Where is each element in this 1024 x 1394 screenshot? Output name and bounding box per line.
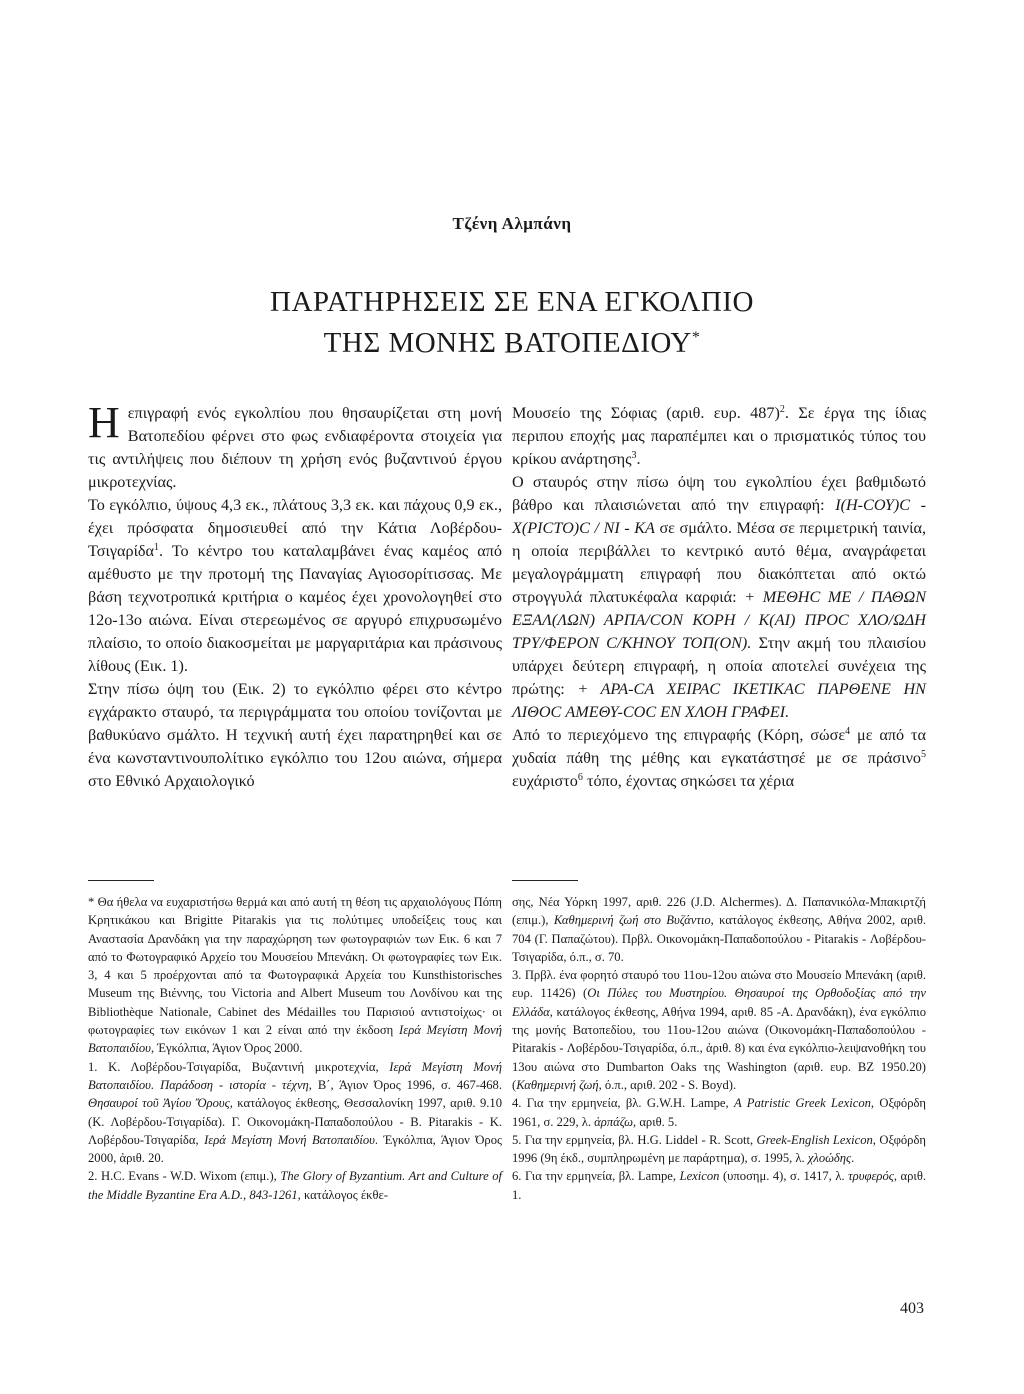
footnote-6-b: (υποσημ. 4), σ. 1417, λ. [719, 1169, 849, 1184]
footnote-ref-4: 4 [845, 726, 851, 737]
footnote-1-italic-3: Ιερά Μεγίστη Μονή Βατοπαιδίου [204, 1132, 375, 1147]
footnote-star-text: * Θα ήθελα να ευχαριστήσω θερμά και από αυτή τη θέση τις αρχαιολόγους Πόπη Κρητικάκου και Brigitte Pitarakis για τις πολύτιμες υποδείξεις τους και Αναστασία Δρανδάκη για την παραχώρηση των φωτογραφιών των Εικ. 6 και 7 από το Φωτογραφικό Αρχείο του Μουσείου Μπενάκη. Οι φωτογραφίες των Εικ. 3, 4 και 5 προέρχονται από τα Φωτογραφικά Αρχεία του Kunsthistorisches Museum της Βιέννης, του Victoria and Albert Museum του Λονδίνου και της Bibliothèque Nationale, Cabinet des Médailles του Παρισιού αντιστοίχως· οι φωτογραφίες των εικόνων 1 και 2 είναι από την έκδοση [88, 895, 502, 1038]
footnote-star [88, 893, 502, 1058]
footnote-1-d: . Έγκόλπια, Άγιον Όρος 2000, ἀριθ. 20. [88, 1132, 502, 1166]
paragraph-1-text: επιγραφή ενός εγκολπίου που θησαυρίζεται στη μονή Βατοπεδίου φέρνει στο φως ενδιαφέροντα στοιχεία για τις αντιλήψεις που διέπουν τη χρήση ενός βυζαντινού έργου μικροτεχνίας. [88, 404, 502, 491]
drop-cap: Η [88, 398, 120, 447]
footnote-ref-5: 5 [921, 749, 926, 760]
title-line-2-text: ΤΗΣ ΜΟΝΗΣ ΒΑΤΟΠΕΔΙΟΥ [323, 327, 692, 359]
footnote-5-b: , Οξφόρδη 1996 (9η έκδ., συμπληρωμένη με παράρτημα), σ. 1995, λ. [512, 1132, 926, 1166]
inscription-1: Ι(Η-CΟΥ)C - Χ(ΡΙCΤΟ)C / ΝΙ - ΚΑ [512, 496, 926, 537]
inscription-3: + ΑΡΑ-CΑ ΧΕΙΡΑC ΙΚΕΤΙΚΑC ΠΑΡΘΕΝΕ ΗΝ ΛΙΘΟC ΑΜΕΘΥ-COC ΕΝ ΧΛΟΗ ΓΡΑΦΕΙ. [512, 680, 926, 721]
footnote-2-cont-a: σης, Νέα Υόρκη 1997, αριθ. 226 (J.D. Alchermes). Δ. Παπανικόλα-Μπακιρτζή (επιμ.), [512, 895, 926, 928]
footnote-3-a: 3. Πρβλ. ένα φορητό σταυρό του 11ου-12ου αιώνα στο Μουσείο Μπενάκη (αριθ. ευρ. 11426) ( [512, 968, 926, 1001]
footnote-ref-2: 2 [779, 404, 785, 415]
paragraph-2-text-b: . Το κέντρο του καταλαμβάνει ένας καμέος από αμέθυστο με την προτομή της Παναγίας Αγιοσορίτισσας. Με βάση τεχνοτροπικά κριτήρια ο καμέος έχει χρονολογηθεί στο 12ο-13ο αιώνα. Είναι στερεωμένος σε αργυρό επιχρυσωμένο πλαίσιο, το οποίο διακοσμείται με μαργαριτάρια και πράσινους λίθους (Εικ. 1). [88, 542, 502, 675]
footnote-1-c: , κατάλογος έκθεσης, Θεσσαλονίκη 1997, αριθ. 9.10 (Κ. Λοβέρδου-Τσιγαρίδα). Γ. Οικονομάκη-Παπαδοπούλου - Β. Pitarakis - Κ. Λοβέρδου-Τσιγαρίδα, [88, 1096, 502, 1147]
paragraph-4 [512, 402, 926, 471]
footnote-3-italic-2: Καθημερινή ζωή [516, 1077, 599, 1092]
footnote-5 [512, 1131, 926, 1168]
author-name: Τζένη Αλμπάνη [452, 214, 572, 233]
footnote-star-italic: Ιερά Μεγίστη Μονή Βατοπαιδίου [88, 1023, 502, 1056]
paragraph-4-text-b: . Σε έργα της ίδιας περιπου εποχής μας παραπέμπει και ο πρισματικός τύπος του κρίκου ανάρτησης [512, 404, 926, 468]
footnote-2-cont-italic: Καθημερινή ζωή στο Βυζάντιο [553, 913, 711, 928]
footnote-ref-1: 1 [154, 542, 160, 553]
footnote-1-italic-2: Θησαυροί τοῦ Ἁγίου Ὄρους [88, 1096, 230, 1111]
paragraph-6 [512, 724, 926, 793]
footnote-4-a: 4. Για την ερμηνεία, βλ. G.W.H. Lampe, [512, 1096, 734, 1111]
paragraph-1 [88, 398, 502, 494]
article-title [0, 282, 1024, 364]
paragraph-2-text-a: Το εγκόλπιο, ύψους 4,3 εκ., πλάτους 3,3 εκ. και πάχους 0,9 εκ., έχει πρόσφατα δημοσιευθεί από την Κάτια Λοβέρδου-Τσιγαρίδα [88, 496, 502, 560]
title-line-1: ΠΑΡΑΤΗΡΗΣΕΙΣ ΣΕ ΕΝΑ ΕΓΚΟΛΠΙΟ [270, 286, 754, 318]
paragraph-6-text-b: με από τα χυδαία πάθη της μέθης και εγκατάστησέ με σε πράσινο [512, 726, 927, 767]
footnotes-right [512, 893, 926, 1204]
footnote-1-italic-1: Ιερά Μεγίστη Μονή Βατοπαιδίου. Παράδοση - ιστορία - τέχνη [88, 1059, 502, 1092]
title-footnote-marker: * [691, 329, 701, 346]
footnote-1 [88, 1058, 502, 1168]
paragraph-5 [512, 471, 926, 724]
paragraph-4-text-c: . [636, 450, 641, 468]
paragraph-3: Στην πίσω όψη του (Εικ. 2) το εγκόλπιο φέρει στο κέντρο εγχάρακτο σταυρό, τα περιγράμματα του οποίου τονίζονται με βαθυκύανο σμάλτο. Η τεχνική αυτή έχει παρατηρηθεί και σε ένα κωνσταντινουπολίτικο εγκόλπιο του 12ου αιώνα, σήμερα στο Εθνικό Αρχαιολογικό [88, 680, 502, 790]
footnotes-left [88, 893, 502, 1204]
footnote-3-italic-1: Οι Πύλες του Μυστηρίου. Θησαυροί της Ορθοδοξίας από την Ελλάδα [512, 986, 926, 1019]
footnote-2-a: 2. H.C. Evans - W.D. Wixom (επιμ.), [88, 1169, 281, 1184]
paragraph-5-text-c: Στην ακμή του πλαισίου υπάρχει δεύτερη επιγραφή, η οποία αποτελεί συνέχεια της πρώτης: [512, 634, 926, 698]
footnote-2-continued [512, 893, 926, 966]
footnote-1-a: 1. Κ. Λοβέρδου-Τσιγαρίδα, Βυζαντινή μικροτεχνία, [88, 1059, 390, 1074]
inscription-2: + ΜΕΘΗC ΜΕ / ΠΑΘΩΝ ΕΞΑΛ(ΛΩΝ) ΑΡΠΑ/CΟΝ ΚΟΡΗ / Κ(ΑΙ) ΠΡΟC ΧΛΟ/ΩΔΗ ΤΡΥ/ΦΕΡΟΝ C/ΚΗΝΟΥ ΤΟΠ(ΟΝ). [512, 588, 926, 652]
footnote-5-italic: Greek-English Lexicon [756, 1132, 873, 1147]
paragraph-4-text-a: Μουσείο της Σόφιας (αριθ. ευρ. 487) [512, 404, 780, 422]
footnote-3-b: , κατάλογος έκθεσης, Αθήνα 1994, αριθ. 85 -Α. Δρανδάκη), ένα εγκόλπιο της μονής Βατοπεδίου, του 11ου-12ου αιώνα (Οικονομάκη-Παπαδοπούλου - Pitarakis - Λοβέρδου-Τσιγαρίδα, ό.π., ἀριθ. 8) και ένα εγκόλπιο-λειψανοθήκη του 13ου αιώνα στο Dumbarton Oaks της Washington (αριθ. ευρ. BZ 1950.20) ( [512, 1004, 926, 1092]
footnote-2 [88, 1167, 502, 1204]
paragraph-2 [88, 494, 502, 678]
footnote-2-cont-b: , κατάλογος έκθεσης, Αθήνα 2002, αριθ. 704 (Γ. Παπαζώτου). Πρβλ. Οικονομάκη-Παπαδοπούλου - Pitarakis - Λοβέρδου-Τσιγαρίδα, ό.π., σ. 70. [512, 913, 926, 964]
paragraph-6-text-a: Από το περιεχόμενο της επιγραφής (Κόρη, σώσε [512, 726, 846, 744]
footnote-5-a: 5. Για την ερμηνεία, βλ. H.G. Liddel - R. Scott, [512, 1132, 757, 1147]
footnote-4-italic-2: ἁρπάζω [594, 1114, 634, 1129]
paragraph-5-text-a: Ο σταυρός στην πίσω όψη του εγκολπίου έχει βαθμιδωτό βάθρο και πλαισιώνεται από την επιγραφή: [512, 473, 926, 514]
paragraph-5-text-b: σε σμάλτο. Μέσα σε περιμετρική ταινία, η οποία περιβάλλει το κεντρικό αυτό θέμα, αναγράφεται μεγαλογράμματη επιγραφή που διακόπτεται από οκτώ στρογγυλά πλατυκέφαλα καρφιά: [512, 519, 927, 606]
footnote-2-b: , κατάλογος έκθε- [297, 1187, 388, 1202]
footnote-1-b: , Β΄, Άγιον Όρος 1996, σ. 467-468. [308, 1077, 502, 1092]
footnote-3 [512, 966, 926, 1094]
paragraph-6-text-c: ευχάριστο [512, 772, 578, 790]
footnote-ref-6: 6 [577, 772, 583, 783]
footnote-4 [512, 1094, 926, 1131]
body-column-right [512, 402, 926, 793]
footnote-6-italic-2: τρυφερός [848, 1169, 894, 1184]
footnote-rule-left [88, 880, 154, 881]
footnote-rule-right [512, 880, 578, 881]
footnote-4-italic: A Patristic Greek Lexicon [733, 1096, 871, 1111]
footnote-6-a: 6. Για την ερμηνεία, βλ. Lampe, [512, 1169, 680, 1184]
footnote-3-c: , ό.π., αριθ. 202 - S. Boyd). [598, 1077, 737, 1092]
page-number: 403 [900, 1300, 924, 1317]
body-column-left [88, 398, 502, 793]
footnote-2-italic: The Glory of Byzantium. Art and Culture of the Middle Byzantine Era A.D., 843-1261 [88, 1169, 502, 1202]
footnote-ref-3: 3 [631, 450, 637, 461]
footnote-6-c: , αριθ. 1. [512, 1169, 927, 1202]
footnote-4-b: , Οξφόρδη 1961, σ. 229, λ. [512, 1096, 926, 1129]
footnote-6-italic: Lexicon [679, 1169, 720, 1184]
title-line-2 [0, 323, 1024, 364]
footnote-5-italic-2: χλοώδης [807, 1151, 852, 1166]
paragraph-6-text-d: τόπο, έχοντας σηκώσει τα χέρια [582, 772, 795, 790]
footnote-star-end: , Έγκόλπια, Άγιον Όρος 2000. [150, 1041, 303, 1056]
footnote-5-c: . [851, 1151, 855, 1166]
footnote-4-c: , αριθ. 5. [633, 1114, 678, 1129]
footnote-6 [512, 1167, 926, 1204]
